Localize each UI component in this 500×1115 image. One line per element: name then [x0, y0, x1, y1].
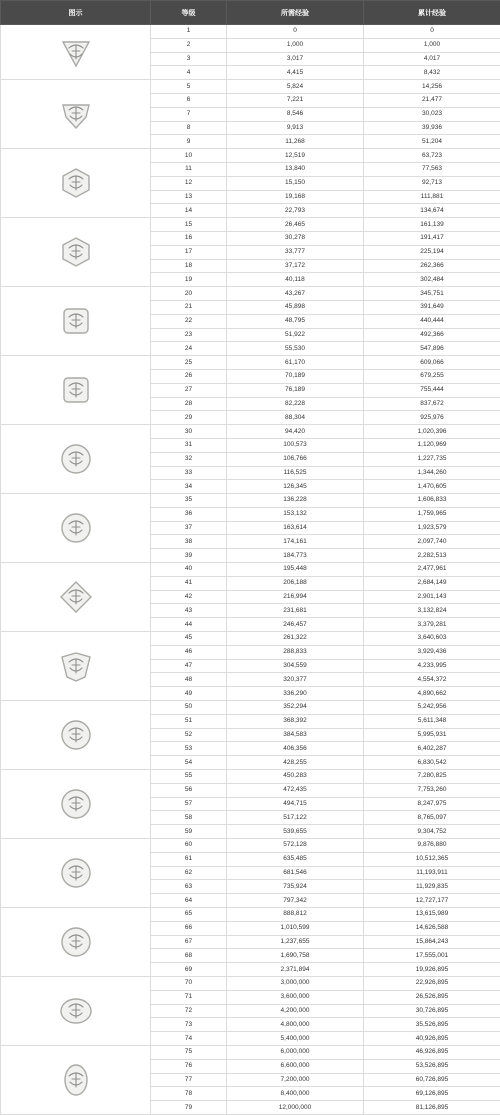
required-exp-cell: 15,150 — [227, 176, 364, 190]
required-exp-cell: 5,824 — [227, 80, 364, 94]
level-cell: 42 — [151, 590, 227, 604]
level-cell: 39 — [151, 549, 227, 563]
required-exp-cell: 55,530 — [227, 342, 364, 356]
table-row — [1, 563, 500, 577]
required-exp-cell: 4,415 — [227, 66, 364, 80]
cumulative-exp-cell: 6,402,287 — [364, 742, 500, 756]
emblem-cell — [1, 356, 151, 425]
table-row — [1, 770, 500, 784]
cumulative-exp-cell: 30,023 — [364, 107, 500, 121]
required-exp-cell: 1,010,599 — [227, 921, 364, 935]
required-exp-cell: 246,457 — [227, 618, 364, 632]
cumulative-exp-cell: 40,926,895 — [364, 1032, 500, 1046]
level-cell: 35 — [151, 494, 227, 508]
required-exp-cell: 428,255 — [227, 756, 364, 770]
cumulative-exp-cell: 8,765,097 — [364, 811, 500, 825]
required-exp-cell: 48,795 — [227, 314, 364, 328]
required-exp-cell: 22,793 — [227, 204, 364, 218]
table-row — [1, 908, 500, 922]
required-exp-cell: 94,420 — [227, 425, 364, 439]
eye-crest-emblem-icon — [59, 994, 93, 1028]
cumulative-exp-cell: 3,132,824 — [364, 604, 500, 618]
required-exp-cell: 517,122 — [227, 811, 364, 825]
level-cell: 11 — [151, 162, 227, 176]
level-cell: 56 — [151, 783, 227, 797]
cumulative-exp-cell: 3,379,281 — [364, 618, 500, 632]
level-cell: 15 — [151, 218, 227, 232]
required-exp-cell: 206,188 — [227, 576, 364, 590]
cumulative-exp-cell: 2,684,149 — [364, 576, 500, 590]
level-cell: 1 — [151, 25, 227, 39]
required-exp-cell: 126,345 — [227, 480, 364, 494]
cumulative-exp-cell: 4,554,372 — [364, 673, 500, 687]
level-cell: 74 — [151, 1032, 227, 1046]
level-cell: 48 — [151, 673, 227, 687]
cumulative-exp-cell: 17,555,001 — [364, 949, 500, 963]
cumulative-exp-cell: 35,526,895 — [364, 1018, 500, 1032]
cumulative-exp-cell: 5,242,956 — [364, 701, 500, 715]
cumulative-exp-cell: 30,726,895 — [364, 1004, 500, 1018]
required-exp-cell: 1,690,758 — [227, 949, 364, 963]
level-cell: 12 — [151, 176, 227, 190]
level-cell: 45 — [151, 632, 227, 646]
cumulative-exp-cell: 609,066 — [364, 356, 500, 370]
cumulative-exp-cell: 69,126,895 — [364, 1087, 500, 1101]
cumulative-exp-cell: 7,280,825 — [364, 770, 500, 784]
round-dragon-emblem-icon — [59, 718, 93, 752]
cumulative-exp-cell: 225,194 — [364, 245, 500, 259]
cumulative-exp-cell: 46,926,895 — [364, 1045, 500, 1059]
level-cell: 43 — [151, 604, 227, 618]
level-cell: 50 — [151, 701, 227, 715]
level-cell: 25 — [151, 356, 227, 370]
table-row — [1, 356, 500, 370]
cumulative-exp-cell: 26,526,895 — [364, 990, 500, 1004]
cumulative-exp-cell: 21,477 — [364, 93, 500, 107]
cumulative-exp-cell: 345,751 — [364, 287, 500, 301]
required-exp-cell: 681,546 — [227, 866, 364, 880]
required-exp-cell: 174,161 — [227, 535, 364, 549]
level-cell: 36 — [151, 507, 227, 521]
cumulative-exp-cell: 1,344,260 — [364, 466, 500, 480]
level-cell: 64 — [151, 894, 227, 908]
required-exp-cell: 30,278 — [227, 231, 364, 245]
cumulative-exp-cell: 9,876,880 — [364, 839, 500, 853]
table-row — [1, 839, 500, 853]
table-row — [1, 632, 500, 646]
level-cell: 31 — [151, 438, 227, 452]
level-cell: 67 — [151, 935, 227, 949]
cumulative-exp-cell: 3,929,436 — [364, 645, 500, 659]
cumulative-exp-cell: 1,470,605 — [364, 480, 500, 494]
header-required-exp: 所需经验 — [227, 1, 364, 25]
level-cell: 34 — [151, 480, 227, 494]
hexagon-creature-emblem-icon — [59, 166, 93, 200]
required-exp-cell: 494,715 — [227, 797, 364, 811]
level-cell: 59 — [151, 825, 227, 839]
level-cell: 24 — [151, 342, 227, 356]
required-exp-cell: 2,371,894 — [227, 963, 364, 977]
level-cell: 8 — [151, 121, 227, 135]
cumulative-exp-cell: 2,901,143 — [364, 590, 500, 604]
required-exp-cell: 12,519 — [227, 149, 364, 163]
cumulative-exp-cell: 77,563 — [364, 162, 500, 176]
level-cell: 52 — [151, 728, 227, 742]
cumulative-exp-cell: 81,126,895 — [364, 1101, 500, 1115]
cumulative-exp-cell: 755,444 — [364, 383, 500, 397]
required-exp-cell: 336,290 — [227, 687, 364, 701]
required-exp-cell: 320,377 — [227, 673, 364, 687]
required-exp-cell: 11,268 — [227, 135, 364, 149]
level-cell: 5 — [151, 80, 227, 94]
round-fang-emblem-icon — [59, 856, 93, 890]
cumulative-exp-cell: 92,713 — [364, 176, 500, 190]
required-exp-cell: 51,922 — [227, 328, 364, 342]
required-exp-cell: 288,833 — [227, 645, 364, 659]
level-cell: 58 — [151, 811, 227, 825]
cumulative-exp-cell: 11,929,835 — [364, 880, 500, 894]
required-exp-cell: 4,800,000 — [227, 1018, 364, 1032]
level-cell: 51 — [151, 714, 227, 728]
required-exp-cell: 888,812 — [227, 908, 364, 922]
level-cell: 53 — [151, 742, 227, 756]
emblem-cell — [1, 563, 151, 632]
cumulative-exp-cell: 1,923,579 — [364, 521, 500, 535]
required-exp-cell: 82,228 — [227, 397, 364, 411]
cumulative-exp-cell: 191,417 — [364, 231, 500, 245]
required-exp-cell: 539,655 — [227, 825, 364, 839]
level-cell: 54 — [151, 756, 227, 770]
table-row — [1, 149, 500, 163]
required-exp-cell: 45,898 — [227, 300, 364, 314]
cumulative-exp-cell: 262,366 — [364, 259, 500, 273]
level-cell: 33 — [151, 466, 227, 480]
required-exp-cell: 13,840 — [227, 162, 364, 176]
cumulative-exp-cell: 925,976 — [364, 411, 500, 425]
emblem-cell — [1, 770, 151, 839]
required-exp-cell: 26,465 — [227, 218, 364, 232]
cumulative-exp-cell: 13,615,989 — [364, 908, 500, 922]
cumulative-exp-cell: 1,227,735 — [364, 452, 500, 466]
level-cell: 44 — [151, 618, 227, 632]
table-header-row — [1, 1, 500, 25]
required-exp-cell: 5,400,000 — [227, 1032, 364, 1046]
level-cell: 17 — [151, 245, 227, 259]
cumulative-exp-cell: 3,640,603 — [364, 632, 500, 646]
square-dragon-emblem-icon — [59, 304, 93, 338]
required-exp-cell: 8,400,000 — [227, 1087, 364, 1101]
required-exp-cell: 19,168 — [227, 190, 364, 204]
mask-crest-emblem-icon — [59, 1063, 93, 1097]
level-cell: 16 — [151, 231, 227, 245]
level-cell: 9 — [151, 135, 227, 149]
level-cell: 10 — [151, 149, 227, 163]
table-row — [1, 494, 500, 508]
header-cumulative-exp: 累计经验 — [364, 1, 500, 25]
required-exp-cell: 368,392 — [227, 714, 364, 728]
cumulative-exp-cell: 1,759,965 — [364, 507, 500, 521]
required-exp-cell: 163,614 — [227, 521, 364, 535]
level-cell: 7 — [151, 107, 227, 121]
required-exp-cell: 43,267 — [227, 287, 364, 301]
cumulative-exp-cell: 15,864,243 — [364, 935, 500, 949]
cumulative-exp-cell: 39,936 — [364, 121, 500, 135]
cumulative-exp-cell: 492,366 — [364, 328, 500, 342]
level-cell: 4 — [151, 66, 227, 80]
table-row — [1, 701, 500, 715]
table-row — [1, 218, 500, 232]
level-cell: 38 — [151, 535, 227, 549]
cumulative-exp-cell: 679,255 — [364, 369, 500, 383]
required-exp-cell: 450,283 — [227, 770, 364, 784]
required-exp-cell: 195,448 — [227, 563, 364, 577]
round-spiked-emblem-icon — [59, 925, 93, 959]
level-cell: 18 — [151, 259, 227, 273]
cumulative-exp-cell: 1,120,969 — [364, 438, 500, 452]
level-cell: 62 — [151, 866, 227, 880]
header-level: 等级 — [151, 1, 227, 25]
level-cell: 73 — [151, 1018, 227, 1032]
table-row — [1, 25, 500, 39]
hexagon-beast-emblem-icon — [59, 235, 93, 269]
level-cell: 30 — [151, 425, 227, 439]
emblem-cell — [1, 701, 151, 770]
cumulative-exp-cell: 7,753,260 — [364, 783, 500, 797]
emblem-cell — [1, 494, 151, 563]
level-cell: 47 — [151, 659, 227, 673]
cumulative-exp-cell: 10,512,365 — [364, 852, 500, 866]
cumulative-exp-cell: 22,926,895 — [364, 976, 500, 990]
level-cell: 57 — [151, 797, 227, 811]
required-exp-cell: 6,600,000 — [227, 1059, 364, 1073]
required-exp-cell: 76,189 — [227, 383, 364, 397]
level-cell: 26 — [151, 369, 227, 383]
cumulative-exp-cell: 547,896 — [364, 342, 500, 356]
required-exp-cell: 406,356 — [227, 742, 364, 756]
level-cell: 22 — [151, 314, 227, 328]
required-exp-cell: 1,000 — [227, 38, 364, 52]
required-exp-cell: 153,132 — [227, 507, 364, 521]
cumulative-exp-cell: 1,606,833 — [364, 494, 500, 508]
level-cell: 66 — [151, 921, 227, 935]
level-cell: 49 — [151, 687, 227, 701]
diamond-wing-emblem-icon — [59, 580, 93, 614]
level-cell: 13 — [151, 190, 227, 204]
level-cell: 63 — [151, 880, 227, 894]
level-cell: 76 — [151, 1059, 227, 1073]
cumulative-exp-cell: 14,626,588 — [364, 921, 500, 935]
header-icon: 图示 — [1, 1, 151, 25]
required-exp-cell: 304,559 — [227, 659, 364, 673]
round-skull-emblem-icon — [59, 787, 93, 821]
level-cell: 77 — [151, 1073, 227, 1087]
cumulative-exp-cell: 19,926,895 — [364, 963, 500, 977]
level-cell: 32 — [151, 452, 227, 466]
required-exp-cell: 261,322 — [227, 632, 364, 646]
required-exp-cell: 37,172 — [227, 259, 364, 273]
round-sun-emblem-icon — [59, 511, 93, 545]
cumulative-exp-cell: 5,995,931 — [364, 728, 500, 742]
emblem-cell — [1, 908, 151, 977]
required-exp-cell: 40,118 — [227, 273, 364, 287]
cumulative-exp-cell: 63,723 — [364, 149, 500, 163]
required-exp-cell: 100,573 — [227, 438, 364, 452]
required-exp-cell: 572,128 — [227, 839, 364, 853]
level-cell: 23 — [151, 328, 227, 342]
required-exp-cell: 70,189 — [227, 369, 364, 383]
level-cell: 72 — [151, 1004, 227, 1018]
cumulative-exp-cell: 6,830,542 — [364, 756, 500, 770]
required-exp-cell: 0 — [227, 25, 364, 39]
cumulative-exp-cell: 2,477,961 — [364, 563, 500, 577]
cumulative-exp-cell: 14,256 — [364, 80, 500, 94]
level-cell: 79 — [151, 1101, 227, 1115]
level-cell: 61 — [151, 852, 227, 866]
emblem-cell — [1, 80, 151, 149]
square-winged-emblem-icon — [59, 373, 93, 407]
level-cell: 27 — [151, 383, 227, 397]
winged-beast-emblem-icon — [59, 649, 93, 683]
table-row — [1, 287, 500, 301]
level-cell: 20 — [151, 287, 227, 301]
cumulative-exp-cell: 53,526,895 — [364, 1059, 500, 1073]
required-exp-cell: 9,913 — [227, 121, 364, 135]
level-cell: 55 — [151, 770, 227, 784]
required-exp-cell: 735,924 — [227, 880, 364, 894]
cumulative-exp-cell: 1,020,396 — [364, 425, 500, 439]
table-row — [1, 1045, 500, 1059]
level-cell: 3 — [151, 52, 227, 66]
level-cell: 37 — [151, 521, 227, 535]
cumulative-exp-cell: 51,204 — [364, 135, 500, 149]
cumulative-exp-cell: 2,282,513 — [364, 549, 500, 563]
cumulative-exp-cell: 2,097,740 — [364, 535, 500, 549]
emblem-cell — [1, 287, 151, 356]
required-exp-cell: 61,170 — [227, 356, 364, 370]
level-cell: 46 — [151, 645, 227, 659]
emblem-cell — [1, 976, 151, 1045]
emblem-cell — [1, 149, 151, 218]
cumulative-exp-cell: 391,649 — [364, 300, 500, 314]
required-exp-cell: 3,600,000 — [227, 990, 364, 1004]
emblem-cell — [1, 218, 151, 287]
emblem-cell — [1, 25, 151, 80]
level-cell: 2 — [151, 38, 227, 52]
required-exp-cell: 4,200,000 — [227, 1004, 364, 1018]
required-exp-cell: 352,294 — [227, 701, 364, 715]
cumulative-exp-cell: 4,233,995 — [364, 659, 500, 673]
required-exp-cell: 6,000,000 — [227, 1045, 364, 1059]
required-exp-cell: 12,000,000 — [227, 1101, 364, 1115]
level-cell: 69 — [151, 963, 227, 977]
cumulative-exp-cell: 12,727,177 — [364, 894, 500, 908]
cumulative-exp-cell: 440,444 — [364, 314, 500, 328]
cumulative-exp-cell: 9,304,752 — [364, 825, 500, 839]
required-exp-cell: 216,994 — [227, 590, 364, 604]
cumulative-exp-cell: 11,193,911 — [364, 866, 500, 880]
level-cell: 40 — [151, 563, 227, 577]
level-cell: 28 — [151, 397, 227, 411]
level-cell: 41 — [151, 576, 227, 590]
cumulative-exp-cell: 5,611,348 — [364, 714, 500, 728]
required-exp-cell: 184,773 — [227, 549, 364, 563]
required-exp-cell: 472,435 — [227, 783, 364, 797]
level-cell: 70 — [151, 976, 227, 990]
triangle-crest-emblem-icon — [59, 35, 93, 69]
table-row — [1, 80, 500, 94]
emblem-cell — [1, 1045, 151, 1114]
required-exp-cell: 3,017 — [227, 52, 364, 66]
level-cell: 75 — [151, 1045, 227, 1059]
level-cell: 68 — [151, 949, 227, 963]
table-row — [1, 425, 500, 439]
required-exp-cell: 231,681 — [227, 604, 364, 618]
level-cell: 71 — [151, 990, 227, 1004]
cumulative-exp-cell: 134,674 — [364, 204, 500, 218]
table-row — [1, 976, 500, 990]
required-exp-cell: 7,221 — [227, 93, 364, 107]
required-exp-cell: 384,583 — [227, 728, 364, 742]
cumulative-exp-cell: 60,726,895 — [364, 1073, 500, 1087]
level-cell: 65 — [151, 908, 227, 922]
required-exp-cell: 1,237,655 — [227, 935, 364, 949]
cumulative-exp-cell: 161,139 — [364, 218, 500, 232]
cumulative-exp-cell: 8,432 — [364, 66, 500, 80]
cumulative-exp-cell: 111,881 — [364, 190, 500, 204]
required-exp-cell: 106,766 — [227, 452, 364, 466]
cumulative-exp-cell: 0 — [364, 25, 500, 39]
cumulative-exp-cell: 837,672 — [364, 397, 500, 411]
required-exp-cell: 3,000,000 — [227, 976, 364, 990]
level-cell: 19 — [151, 273, 227, 287]
required-exp-cell: 88,304 — [227, 411, 364, 425]
required-exp-cell: 797,342 — [227, 894, 364, 908]
required-exp-cell: 8,546 — [227, 107, 364, 121]
required-exp-cell: 7,200,000 — [227, 1073, 364, 1087]
cumulative-exp-cell: 4,017 — [364, 52, 500, 66]
cumulative-exp-cell: 302,484 — [364, 273, 500, 287]
level-cell: 6 — [151, 93, 227, 107]
cumulative-exp-cell: 8,247,975 — [364, 797, 500, 811]
level-cell: 21 — [151, 300, 227, 314]
shield-crest-emblem-icon — [59, 97, 93, 131]
round-flame-emblem-icon — [59, 442, 93, 476]
emblem-cell — [1, 839, 151, 908]
cumulative-exp-cell: 4,890,662 — [364, 687, 500, 701]
required-exp-cell: 136,228 — [227, 494, 364, 508]
cumulative-exp-cell: 1,000 — [364, 38, 500, 52]
required-exp-cell: 33,777 — [227, 245, 364, 259]
level-cell: 14 — [151, 204, 227, 218]
required-exp-cell: 635,485 — [227, 852, 364, 866]
level-cell: 29 — [151, 411, 227, 425]
level-cell: 78 — [151, 1087, 227, 1101]
level-cell: 60 — [151, 839, 227, 853]
emblem-cell — [1, 632, 151, 701]
required-exp-cell: 116,525 — [227, 466, 364, 480]
emblem-cell — [1, 425, 151, 494]
